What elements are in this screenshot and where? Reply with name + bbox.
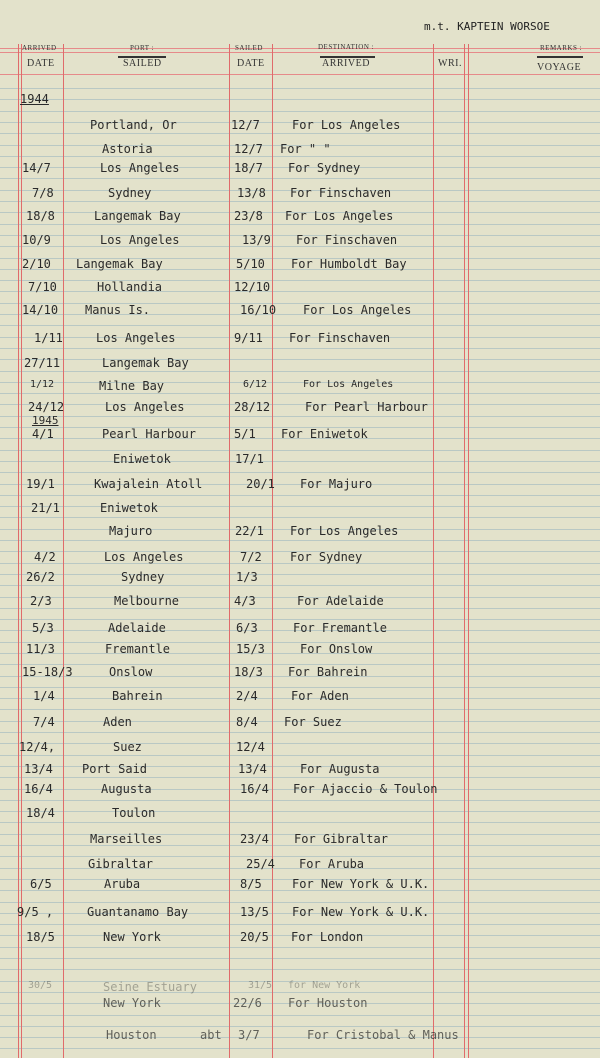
ruled-line [0, 902, 600, 903]
arrived-date: 19/1 [26, 477, 55, 491]
destination: For Sydney [290, 550, 363, 564]
ruled-line [0, 371, 600, 372]
header-rule-top [0, 48, 600, 49]
sailed-date: 22/1 [235, 524, 264, 538]
arrived-date: 1/12 [30, 379, 55, 390]
destination: For Pearl Harbour [305, 400, 428, 414]
port-name: Adelaide [108, 621, 166, 635]
arrived-date: 2/10 [22, 257, 51, 271]
header-remarks: REMARKS : [540, 44, 583, 52]
port-name: Pearl Harbour [102, 427, 196, 441]
ruled-line [0, 450, 600, 451]
approx-note: abt [200, 1028, 222, 1042]
header-voyage: VOYAGE [537, 62, 582, 73]
header-destination: DESTINATION : [318, 43, 375, 51]
sailed-date: 5/1 [234, 427, 256, 441]
sailed-date: 1/3 [236, 570, 258, 584]
header-port: PORT : [130, 44, 155, 52]
ruled-line [0, 540, 600, 541]
port-name: Suez [113, 740, 142, 754]
sailed-date: 3/7 [238, 1028, 260, 1042]
port-name: Fremantle [105, 642, 171, 656]
ruled-line [0, 1026, 600, 1027]
sailed-date: 4/3 [234, 594, 256, 608]
ruled-line [0, 224, 600, 225]
arrived-date: 4/1 [32, 427, 54, 441]
ruled-line [0, 1015, 600, 1016]
arrived-date: 30/5 [28, 980, 53, 991]
port-name: Majuro [109, 524, 153, 538]
sailed-date: 13/5 [240, 905, 269, 919]
ruled-line [0, 133, 600, 134]
port-name: Langemak Bay [102, 356, 189, 370]
destination: For Los Angeles [303, 303, 412, 317]
destination: For Augusta [300, 762, 380, 776]
ruled-line [0, 822, 600, 823]
ruled-line [0, 348, 600, 349]
arrived-date: 10/9 [22, 233, 51, 247]
port-name: Eniwetok [113, 452, 171, 466]
sailed-date: 9/11 [234, 331, 263, 345]
ruled-line [0, 99, 600, 100]
arrived-date: 1/4 [33, 689, 55, 703]
port-name: Seine Estuary [103, 980, 197, 994]
destination: For Los Angeles [290, 524, 399, 538]
sailed-date: 16/4 [240, 782, 269, 796]
arrived-date: 15-18/3 [22, 665, 73, 679]
port-name: Marseilles [90, 832, 163, 846]
destination: for New York [288, 980, 361, 991]
destination: For Los Angeles [292, 118, 401, 132]
sailed-date: 13/8 [237, 186, 266, 200]
sailed-date: 13/4 [238, 762, 267, 776]
arrived-date: 13/4 [24, 762, 53, 776]
port-name: Aruba [104, 877, 141, 891]
header-arrived: ARRIVED [22, 44, 57, 52]
destination: For Cristobal & Manus [307, 1028, 459, 1042]
port-name: Sydney [108, 186, 152, 200]
sailed-date: 5/10 [236, 257, 265, 271]
ruled-line [0, 574, 600, 575]
ruled-line [0, 732, 600, 733]
ruled-line [0, 517, 600, 518]
header-rule-bottom [0, 74, 600, 75]
ship-title: m.t. KAPTEIN WORSOE [424, 20, 550, 33]
arrived-date: 21/1 [31, 501, 60, 515]
header-bar [537, 56, 583, 58]
destination: For London [291, 930, 364, 944]
column-line [433, 44, 434, 1058]
ruled-line [0, 585, 600, 586]
destination: For " " [280, 142, 331, 156]
port-name: Los Angeles [100, 233, 180, 247]
ruled-line [0, 608, 600, 609]
port-name: Los Angeles [96, 331, 176, 345]
sailed-date: 18/7 [234, 161, 263, 175]
port-name: New York [103, 996, 161, 1010]
port-name: Sydney [121, 570, 165, 584]
destination: For Gibraltar [294, 832, 388, 846]
ruled-line [0, 1037, 600, 1038]
header-arrived-destination: ARRIVED [322, 58, 370, 69]
port-name: Astoria [102, 142, 153, 156]
destination: For Los Angeles [303, 379, 394, 390]
arrived-date: 24/12 [28, 400, 65, 414]
sailed-date: 6/12 [243, 379, 268, 390]
destination: For Suez [284, 715, 342, 729]
arrived-date: 7/8 [32, 186, 54, 200]
ruled-line [0, 969, 600, 970]
port-name: Augusta [101, 782, 152, 796]
sailed-date: 25/4 [246, 857, 275, 871]
ruled-line [0, 178, 600, 179]
arrived-date: 16/4 [24, 782, 53, 796]
arrived-date: 14/10 [22, 303, 59, 317]
destination: For Fremantle [293, 621, 387, 635]
sailed-date: 12/10 [234, 280, 271, 294]
sailed-date: 23/8 [234, 209, 263, 223]
arrived-date: 11/3 [26, 642, 55, 656]
port-name: Los Angeles [105, 400, 185, 414]
port-name: Guantanamo Bay [87, 905, 189, 919]
year-label: 1944 [20, 92, 49, 106]
destination: For Majuro [300, 477, 373, 491]
column-line [468, 44, 469, 1058]
arrived-date: 6/5 [30, 877, 52, 891]
port-name: Melbourne [114, 594, 180, 608]
column-line [229, 44, 230, 1058]
sailed-date: 6/3 [236, 621, 258, 635]
port-name: Aden [103, 715, 132, 729]
ruled-line [0, 709, 600, 710]
ruled-line [0, 88, 600, 89]
destination: For Bahrein [288, 665, 368, 679]
port-name: Kwajalein Atoll [94, 477, 203, 491]
destination: For Finschaven [289, 331, 391, 345]
ruled-line [0, 1048, 600, 1049]
destination: For Finschaven [290, 186, 392, 200]
port-name: Gibraltar [88, 857, 154, 871]
destination: For Houston [288, 996, 368, 1010]
ruled-line [0, 416, 600, 417]
sailed-date: 16/10 [240, 303, 277, 317]
header-rule-mid [0, 52, 600, 53]
ruled-line [0, 359, 600, 360]
sailed-date: 17/1 [235, 452, 264, 466]
column-line [63, 44, 64, 1058]
ruled-line [0, 291, 600, 292]
port-name: Houston [106, 1028, 157, 1042]
year-label: 1945 [32, 414, 59, 427]
arrived-date: 18/5 [26, 930, 55, 944]
arrived-date: 5/3 [32, 621, 54, 635]
arrived-date: 14/7 [22, 161, 51, 175]
header-date-arrived: DATE [27, 58, 55, 69]
column-line [464, 44, 465, 1058]
destination: For Eniwetok [281, 427, 368, 441]
destination: For Finschaven [296, 233, 398, 247]
destination: For Onslow [300, 642, 373, 656]
header-sailed-port: SAILED [123, 58, 162, 69]
port-name: Langemak Bay [76, 257, 163, 271]
arrived-date: 7/10 [28, 280, 57, 294]
header-date-sailed: DATE [237, 58, 265, 69]
port-name: Milne Bay [99, 379, 165, 393]
ruled-line [0, 777, 600, 778]
destination: For Humboldt Bay [291, 257, 407, 271]
sailed-date: 15/3 [236, 642, 265, 656]
ruled-line [0, 743, 600, 744]
sailed-date: 22/6 [233, 996, 262, 1010]
port-name: Hollandia [97, 280, 163, 294]
ruled-line [0, 495, 600, 496]
port-name: Toulon [112, 806, 156, 820]
ruled-line [0, 472, 600, 473]
sailed-date: 20/5 [240, 930, 269, 944]
ruled-line [0, 280, 600, 281]
port-name: New York [103, 930, 161, 944]
arrived-date: 4/2 [34, 550, 56, 564]
sailed-date: 28/12 [234, 400, 271, 414]
destination: For New York & U.K. [292, 877, 430, 891]
ruled-line [0, 325, 600, 326]
port-name: Manus Is. [85, 303, 151, 317]
port-name: Langemak Bay [94, 209, 181, 223]
port-name: Port Said [82, 762, 148, 776]
sailed-date: 7/2 [240, 550, 262, 564]
port-name: Los Angeles [104, 550, 184, 564]
port-name: Onslow [109, 665, 153, 679]
port-name: Eniwetok [100, 501, 158, 515]
sailed-date: 18/3 [234, 665, 263, 679]
sailed-date: 13/9 [242, 233, 271, 247]
sailed-date: 8/4 [236, 715, 258, 729]
ruled-line [0, 404, 600, 405]
destination: For New York & U.K. [292, 905, 430, 919]
arrived-date: 27/11 [24, 356, 61, 370]
arrived-date: 18/8 [26, 209, 55, 223]
destination: For Aden [291, 689, 349, 703]
ruled-line [0, 924, 600, 925]
arrived-date: 1/11 [34, 331, 63, 345]
port-name: Bahrein [112, 689, 163, 703]
destination: For Los Angeles [285, 209, 394, 223]
ruled-line [0, 687, 600, 688]
ruled-line [0, 461, 600, 462]
ruled-line [0, 111, 600, 112]
ruled-line [0, 992, 600, 993]
arrived-date: 2/3 [30, 594, 52, 608]
sailed-date: 12/7 [234, 142, 263, 156]
ruled-line [0, 755, 600, 756]
arrived-date: 9/5 , [17, 905, 54, 919]
arrived-date: 18/4 [26, 806, 55, 820]
ruled-line [0, 382, 600, 383]
destination: For Aruba [299, 857, 365, 871]
destination: For Sydney [288, 161, 361, 175]
sailed-date: 2/4 [236, 689, 258, 703]
destination: For Ajaccio & Toulon [293, 782, 438, 796]
sailed-date: 20/1 [246, 477, 275, 491]
ruled-line [0, 393, 600, 394]
port-name: Portland, Or [90, 118, 177, 132]
ruled-line [0, 800, 600, 801]
ruled-line [0, 201, 600, 202]
ruled-line [0, 619, 600, 620]
column-line [272, 44, 273, 1058]
sailed-date: 31/5 [248, 980, 273, 991]
ruled-line [0, 506, 600, 507]
header-wri: WRI. [438, 58, 462, 69]
sailed-date: 8/5 [240, 877, 262, 891]
arrived-date: 7/4 [33, 715, 55, 729]
destination: For Adelaide [297, 594, 384, 608]
arrived-date: 26/2 [26, 570, 55, 584]
ruled-line [0, 811, 600, 812]
sailed-date: 23/4 [240, 832, 269, 846]
ruled-line [0, 156, 600, 157]
sailed-date: 12/7 [231, 118, 260, 132]
ruled-line [0, 958, 600, 959]
arrived-date: 12/4, [19, 740, 56, 754]
port-name: Los Angeles [100, 161, 180, 175]
ruled-line [0, 947, 600, 948]
header-sailed: SAILED [235, 44, 263, 52]
sailed-date: 12/4 [236, 740, 265, 754]
